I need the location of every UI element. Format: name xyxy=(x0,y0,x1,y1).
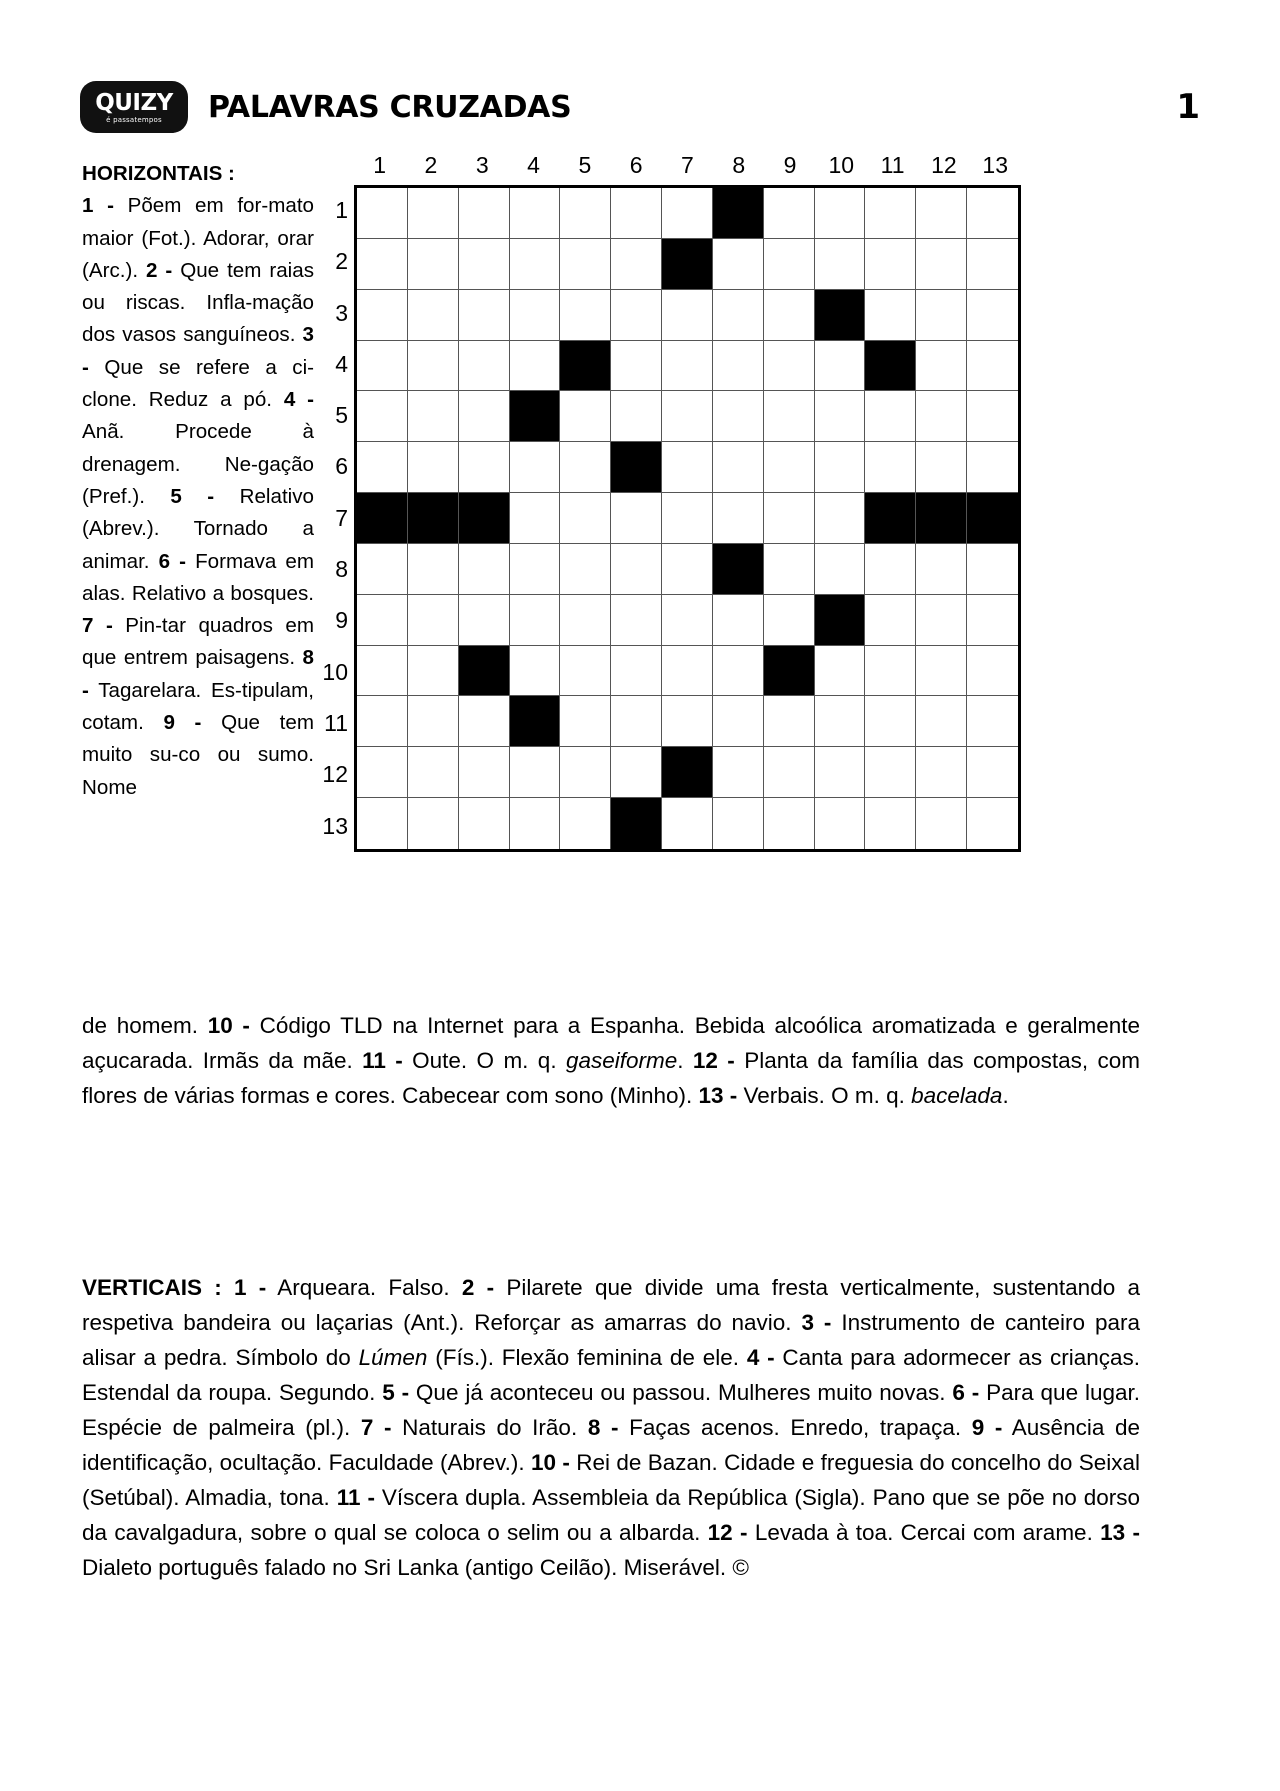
grid-cell[interactable] xyxy=(713,442,764,493)
grid-cell[interactable] xyxy=(967,188,1018,239)
grid-cell-block xyxy=(815,290,866,341)
grid-cell[interactable] xyxy=(357,239,408,290)
grid-cell[interactable] xyxy=(459,595,510,646)
grid-cell[interactable] xyxy=(408,442,459,493)
grid-cell[interactable] xyxy=(916,239,967,290)
grid-cell[interactable] xyxy=(815,493,866,544)
grid-cell[interactable] xyxy=(916,747,967,798)
page-header xyxy=(80,76,1200,138)
grid-cell-block xyxy=(459,646,510,697)
grid-cell[interactable] xyxy=(967,290,1018,341)
grid-cell[interactable] xyxy=(662,595,713,646)
grid-cell[interactable] xyxy=(459,442,510,493)
grid-cell[interactable] xyxy=(560,290,611,341)
grid-cell[interactable] xyxy=(459,391,510,442)
grid-cell[interactable] xyxy=(611,188,662,239)
grid-cell[interactable] xyxy=(713,239,764,290)
grid-cell[interactable] xyxy=(459,798,510,849)
grid-cell[interactable] xyxy=(764,442,815,493)
grid-cell[interactable] xyxy=(459,747,510,798)
grid-cell-block xyxy=(662,239,713,290)
grid-row-label-6: 6 xyxy=(335,453,348,480)
grid-cell[interactable] xyxy=(459,239,510,290)
grid-cell[interactable] xyxy=(662,290,713,341)
grid-cell[interactable] xyxy=(916,696,967,747)
grid-cell[interactable] xyxy=(408,544,459,595)
grid-cell-block xyxy=(865,493,916,544)
grid-cell[interactable] xyxy=(611,239,662,290)
grid-cell[interactable] xyxy=(357,747,408,798)
grid-cell[interactable] xyxy=(764,239,815,290)
horizontais-continuation: de homem. 10 - Código TLD na Internet para a Espanha. Bebida alcoólica aromatizada e geralmente açucarada. Irmãs da mãe. 11 - Oute. O m. q. gaseiforme. 12 - Planta da família das compostas, com flores de várias formas e cores. Cabecear com sono (Minho). 13 - Verbais. O m. q. bacelada. xyxy=(82,1013,1141,1108)
grid-cell[interactable] xyxy=(611,696,662,747)
grid-cell[interactable] xyxy=(357,595,408,646)
grid-col-label-13: 13 xyxy=(982,152,1008,178)
grid-cell[interactable] xyxy=(510,646,561,697)
quizy-logo xyxy=(80,81,188,133)
grid-cell-block xyxy=(662,747,713,798)
grid-cell[interactable] xyxy=(865,798,916,849)
grid-cell[interactable] xyxy=(713,646,764,697)
grid-col-label-11: 11 xyxy=(880,152,905,178)
grid-cell[interactable] xyxy=(916,544,967,595)
grid-cell-block xyxy=(510,391,561,442)
grid-cell[interactable] xyxy=(357,391,408,442)
grid-cell[interactable] xyxy=(560,696,611,747)
grid-cell[interactable] xyxy=(510,341,561,392)
grid-cell[interactable] xyxy=(865,696,916,747)
horizontais-column xyxy=(82,158,314,804)
grid-cell[interactable] xyxy=(662,696,713,747)
grid-cell-block xyxy=(967,493,1018,544)
grid-cell[interactable] xyxy=(459,341,510,392)
grid-cell[interactable] xyxy=(611,341,662,392)
grid-cell[interactable] xyxy=(662,391,713,442)
grid-cell[interactable] xyxy=(865,595,916,646)
grid-cell[interactable] xyxy=(510,798,561,849)
grid-cell[interactable] xyxy=(865,239,916,290)
grid-cell[interactable] xyxy=(510,544,561,595)
grid-cell[interactable] xyxy=(408,747,459,798)
grid-cell[interactable] xyxy=(713,696,764,747)
grid-cell-block xyxy=(815,595,866,646)
grid-cell[interactable] xyxy=(916,595,967,646)
grid-col-label-6: 6 xyxy=(629,152,643,178)
grid-cell[interactable] xyxy=(764,696,815,747)
grid-cell[interactable] xyxy=(713,747,764,798)
grid-cell[interactable] xyxy=(662,493,713,544)
grid-cell[interactable] xyxy=(865,646,916,697)
grid-cell[interactable] xyxy=(967,442,1018,493)
grid-cell-block xyxy=(560,341,611,392)
grid-row-label-10: 10 xyxy=(322,658,348,685)
logo-wordmark: QUIZY xyxy=(95,90,173,116)
grid-cell[interactable] xyxy=(357,696,408,747)
grid-cell[interactable] xyxy=(408,290,459,341)
grid-cell[interactable] xyxy=(764,188,815,239)
grid-cell[interactable] xyxy=(459,290,510,341)
grid-cell[interactable] xyxy=(611,595,662,646)
grid-row-label-12: 12 xyxy=(322,761,348,788)
grid-cell[interactable] xyxy=(967,544,1018,595)
grid-cell[interactable] xyxy=(865,544,916,595)
grid-cell[interactable] xyxy=(967,595,1018,646)
grid-cell[interactable] xyxy=(865,391,916,442)
grid-cell-block xyxy=(611,798,662,849)
grid-cell[interactable] xyxy=(357,341,408,392)
grid-cell[interactable] xyxy=(408,341,459,392)
grid-cell-block xyxy=(865,341,916,392)
grid-cell[interactable] xyxy=(967,747,1018,798)
grid-cell[interactable] xyxy=(357,290,408,341)
grid-cell[interactable] xyxy=(967,646,1018,697)
grid-row-label-2: 2 xyxy=(335,248,348,275)
verticais-block: VERTICAIS : 1 - Arqueara. Falso. 2 - Pilarete que divide uma fresta verticalmente, sustentando a respetiva bandeira ou laçarias (Ant.). Reforçar as amarras do navio. 3 - Instrumento de canteiro para alisar a pedra. Símbolo do Lúmen (Fís.). Flexão feminina de ele. 4 - Canta para adormecer as crianças. Estendal da roupa. Segundo. 5 - Que já aconteceu ou passou. Mulheres muito novas. 6 - Para que lugar. Espécie de palmeira (pl.). 7 - Naturais do Irão. 8 - Faças acenos. Enredo, trapaça. 9 - Ausência de identificação, ocultação. Faculdade (Abrev.). 10 - Rei de Bazan. Cidade e freguesia do concelho do Seixal (Setúbal). Almadia, tona. 11 - Víscera dupla. Assembleia da República (Sigla). Pano que se põe no dorso da cavalgadura, sobre o qual se coloca o selim ou a albarda. 12 - Levada à toa. Cercai com arame. 13 - Dialeto português falado no Sri Lanka (antigo Ceilão). Miserável. © xyxy=(82,1275,1141,1580)
grid-cell[interactable] xyxy=(611,747,662,798)
grid-cell[interactable] xyxy=(357,544,408,595)
grid-cell[interactable] xyxy=(764,747,815,798)
grid-cell[interactable] xyxy=(916,290,967,341)
crossword-grid[interactable] xyxy=(354,185,1021,852)
grid-cell-block xyxy=(510,696,561,747)
grid-cell[interactable] xyxy=(560,798,611,849)
grid-cell[interactable] xyxy=(611,544,662,595)
grid-col-label-4: 4 xyxy=(527,152,540,178)
grid-cell[interactable] xyxy=(815,391,866,442)
grid-cell[interactable] xyxy=(967,341,1018,392)
grid-cell[interactable] xyxy=(916,341,967,392)
grid-row-label-9: 9 xyxy=(335,607,348,634)
grid-row-label-4: 4 xyxy=(335,350,348,377)
page-number: 1 xyxy=(1176,87,1200,127)
grid-col-label-5: 5 xyxy=(578,152,592,178)
grid-cell[interactable] xyxy=(916,646,967,697)
grid-row-label-7: 7 xyxy=(335,504,348,531)
grid-cell[interactable] xyxy=(916,391,967,442)
grid-cell[interactable] xyxy=(662,341,713,392)
grid-cell[interactable] xyxy=(560,188,611,239)
grid-cell[interactable] xyxy=(916,442,967,493)
grid-cell[interactable] xyxy=(662,442,713,493)
grid-row-label-8: 8 xyxy=(335,556,348,583)
grid-cell[interactable] xyxy=(815,747,866,798)
grid-cell-block xyxy=(408,493,459,544)
grid-cell-block xyxy=(611,442,662,493)
grid-cell-block xyxy=(713,188,764,239)
grid-cell[interactable] xyxy=(865,747,916,798)
grid-cell[interactable] xyxy=(560,442,611,493)
grid-cell[interactable] xyxy=(815,239,866,290)
grid-cell[interactable] xyxy=(967,798,1018,849)
grid-col-label-7: 7 xyxy=(681,152,694,178)
grid-cell[interactable] xyxy=(611,646,662,697)
grid-cell[interactable] xyxy=(815,798,866,849)
grid-col-label-3: 3 xyxy=(475,152,489,178)
speech-bubble-tail-icon xyxy=(169,129,182,133)
grid-cell[interactable] xyxy=(764,798,815,849)
grid-cell[interactable] xyxy=(510,747,561,798)
grid-cell-block xyxy=(713,544,764,595)
grid-cell[interactable] xyxy=(560,493,611,544)
grid-col-label-8: 8 xyxy=(732,152,746,178)
grid-cell[interactable] xyxy=(611,391,662,442)
grid-col-label-9: 9 xyxy=(783,152,797,178)
grid-cell[interactable] xyxy=(510,493,561,544)
grid-col-label-12: 12 xyxy=(931,152,957,178)
grid-cell[interactable] xyxy=(662,646,713,697)
grid-cell[interactable] xyxy=(764,290,815,341)
grid-cell[interactable] xyxy=(408,798,459,849)
grid-row-label-13: 13 xyxy=(322,812,348,839)
grid-cell[interactable] xyxy=(764,595,815,646)
grid-column-numbers xyxy=(354,152,1021,179)
grid-cell[interactable] xyxy=(815,341,866,392)
grid-cell[interactable] xyxy=(713,595,764,646)
grid-row-label-3: 3 xyxy=(335,299,348,326)
grid-row-label-11: 11 xyxy=(324,709,348,736)
grid-cell[interactable] xyxy=(357,798,408,849)
grid-cell-block xyxy=(357,493,408,544)
grid-cell[interactable] xyxy=(713,341,764,392)
grid-cell[interactable] xyxy=(967,696,1018,747)
grid-cell[interactable] xyxy=(510,239,561,290)
horizontais-heading: HORIZONTAIS : xyxy=(82,162,235,185)
grid-cell[interactable] xyxy=(459,188,510,239)
grid-row-label-1: 1 xyxy=(335,197,348,223)
grid-cell[interactable] xyxy=(611,290,662,341)
grid-cell[interactable] xyxy=(560,595,611,646)
grid-cell[interactable] xyxy=(662,188,713,239)
grid-row-numbers xyxy=(318,185,348,852)
grid-cell[interactable] xyxy=(408,595,459,646)
grid-cell[interactable] xyxy=(916,188,967,239)
grid-cell[interactable] xyxy=(865,442,916,493)
grid-cell[interactable] xyxy=(764,391,815,442)
grid-col-label-10: 10 xyxy=(828,152,855,178)
grid-cell[interactable] xyxy=(764,493,815,544)
grid-cell[interactable] xyxy=(357,188,408,239)
grid-row-label-5: 5 xyxy=(335,402,348,429)
grid-cell[interactable] xyxy=(408,391,459,442)
grid-cell[interactable] xyxy=(713,798,764,849)
grid-cell[interactable] xyxy=(560,646,611,697)
grid-cell[interactable] xyxy=(713,391,764,442)
horizontais-column-text: 1 - Põem em for-mato maior (Fot.). Adorar, orar (Arc.). 2 - Que tem raias ou riscas. Infla-mação dos vasos sanguíneos. 3 - Que se refere a ci-clone. Reduz a pó. 4 - Anã. Procede à drenagem. Ne-gação (Pref.). 5 - Relativo (Abrev.). Tornado a animar. 6 - Formava em alas. Relativo a bosques. 7 - Pin-tar quadros em que entrem paisagens. 8 - Tagarelara. Es-tipulam, cotam. 9 - Que tem muito su-co ou sumo. Nome xyxy=(82,194,314,799)
grid-cell[interactable] xyxy=(815,646,866,697)
grid-cell[interactable] xyxy=(560,544,611,595)
grid-cell[interactable] xyxy=(815,188,866,239)
page-title: PALAVRAS CRUZADAS xyxy=(208,89,572,125)
grid-col-label-2: 2 xyxy=(424,152,438,178)
grid-cell[interactable] xyxy=(357,442,408,493)
grid-cell[interactable] xyxy=(510,290,561,341)
grid-cell[interactable] xyxy=(560,391,611,442)
grid-cell[interactable] xyxy=(815,696,866,747)
grid-cell[interactable] xyxy=(510,442,561,493)
grid-cell[interactable] xyxy=(967,239,1018,290)
grid-cell[interactable] xyxy=(662,544,713,595)
grid-cell-block xyxy=(916,493,967,544)
grid-cell[interactable] xyxy=(764,544,815,595)
grid-cell[interactable] xyxy=(967,391,1018,442)
grid-cell-block xyxy=(459,493,510,544)
grid-cell[interactable] xyxy=(713,493,764,544)
grid-cell[interactable] xyxy=(865,188,916,239)
grid-cell[interactable] xyxy=(408,239,459,290)
grid-cell[interactable] xyxy=(510,188,561,239)
grid-cell[interactable] xyxy=(764,341,815,392)
grid-cell[interactable] xyxy=(713,290,764,341)
grid-cell[interactable] xyxy=(560,239,611,290)
grid-cell[interactable] xyxy=(662,798,713,849)
grid-cell[interactable] xyxy=(459,544,510,595)
grid-cell[interactable] xyxy=(865,290,916,341)
grid-col-label-1: 1 xyxy=(373,152,387,178)
grid-cell[interactable] xyxy=(815,544,866,595)
grid-cell[interactable] xyxy=(916,798,967,849)
grid-cell[interactable] xyxy=(459,696,510,747)
logo-tagline: é passatempos xyxy=(106,116,162,124)
grid-cell[interactable] xyxy=(611,493,662,544)
grid-cell[interactable] xyxy=(815,442,866,493)
grid-cell[interactable] xyxy=(560,747,611,798)
grid-cell[interactable] xyxy=(357,646,408,697)
grid-cell[interactable] xyxy=(408,646,459,697)
grid-cell[interactable] xyxy=(408,188,459,239)
grid-cell[interactable] xyxy=(408,696,459,747)
grid-cell[interactable] xyxy=(510,595,561,646)
grid-cell-block xyxy=(764,646,815,697)
